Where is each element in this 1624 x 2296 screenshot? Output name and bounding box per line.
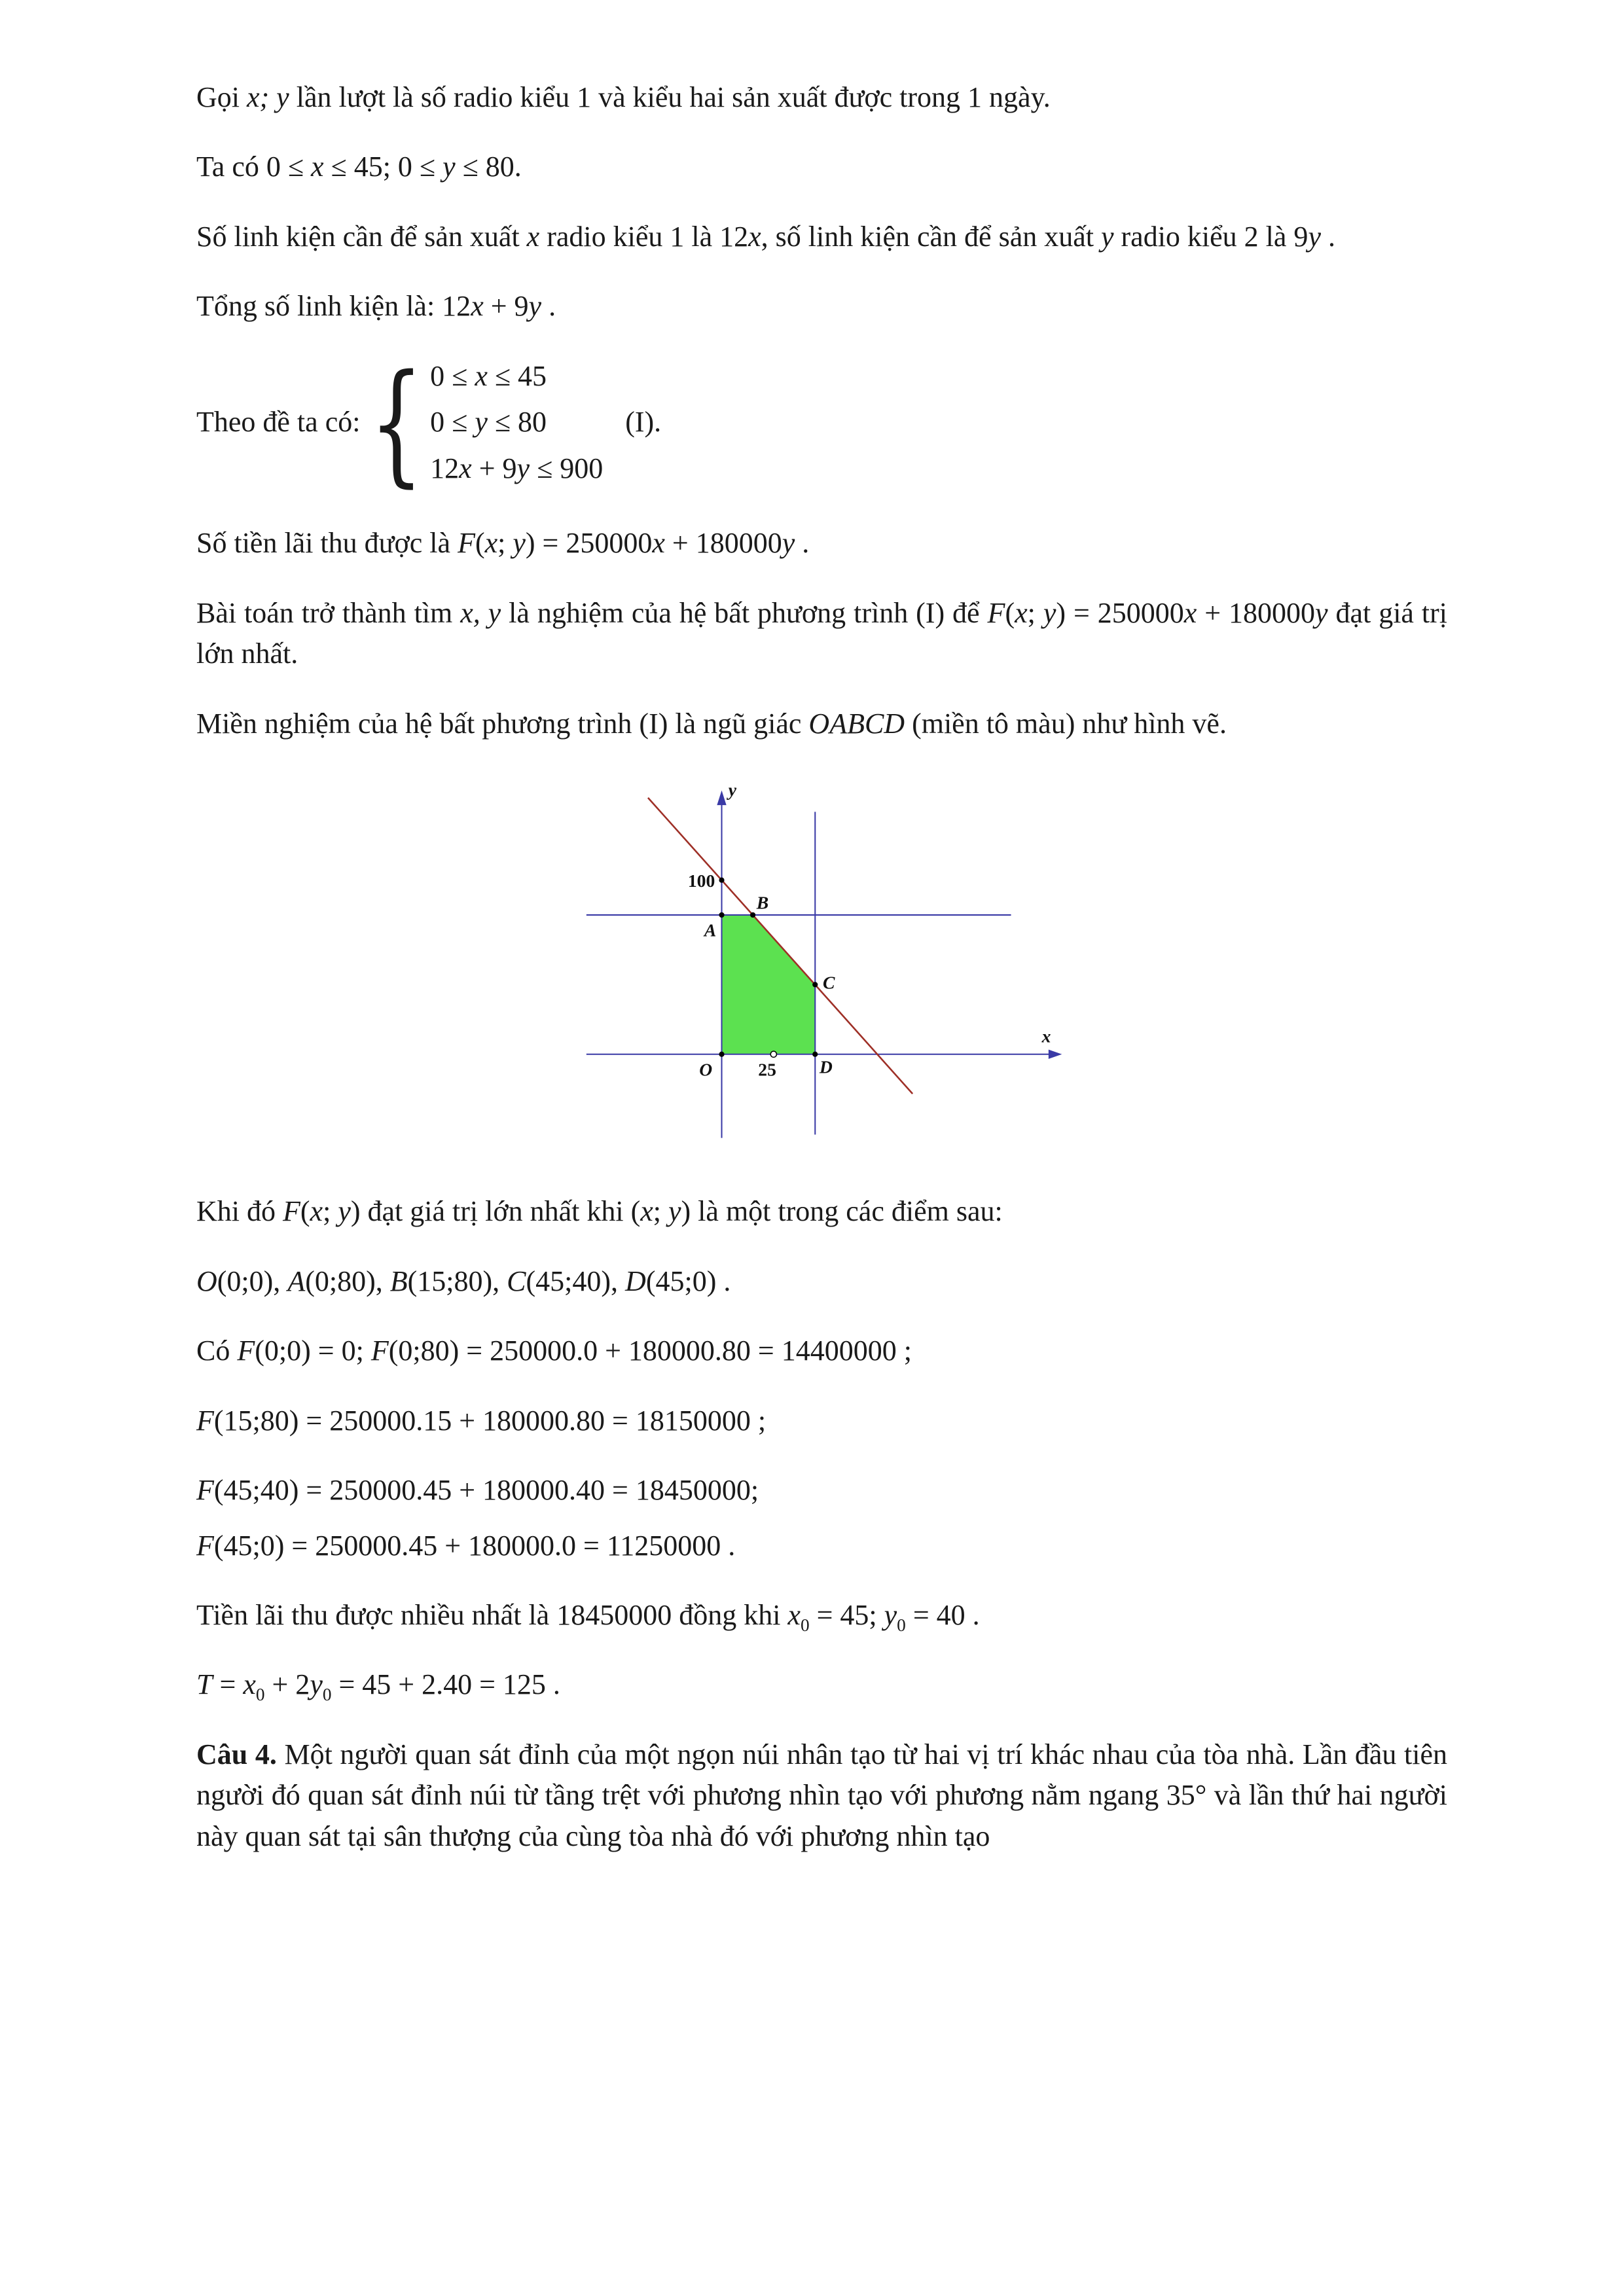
- system-label: (I).: [625, 406, 662, 439]
- system-intro: Theo đề ta có:: [196, 406, 361, 439]
- paragraph-f-values-3: F(45;40) = 250000.45 + 180000.40 = 18450000;: [196, 1474, 759, 1507]
- point-d: [812, 1052, 818, 1057]
- o-label: O: [698, 1059, 712, 1080]
- paragraph-when-max: Khi đó F(x; y) đạt giá trị lớn nhất khi (x; y) là một trong các điểm sau:: [196, 1195, 1003, 1228]
- paragraph-intro: Gọi x; y lần lượt là số radio kiểu 1 và kiểu hai sản xuất được trong 1 ngày.: [196, 81, 1051, 113]
- point-a: [719, 912, 724, 918]
- paragraph-total: Tổng số linh kiện là: 12x + 9y .: [196, 290, 556, 323]
- paragraph-cau4: Câu 4. Một người quan sát đỉnh của một ngọn núi nhân tạo từ hai vị trí khác nhau của tòa nhà. Lần đầu tiên người đó quan sát đỉnh núi từ tầng trệt với phương nhìn tạo với phương nằm ngang 35° và lần thứ hai người này quan sát tại sân thượng của cùng tòa nhà đó với phương nhìn tạo: [196, 1738, 1447, 1852]
- x-25-label: 25: [757, 1059, 776, 1080]
- paragraph-problem: Bài toán trở thành tìm x, y là nghiệm của hệ bất phương trình (I) để F(x; y) = 250000x + 180000y đạt giá trị lớn nhất.: [196, 596, 1448, 670]
- feasible-region-figure: [547, 773, 1097, 1148]
- d-label: D: [819, 1056, 833, 1077]
- document-page: [196, 77, 1447, 1857]
- point-x-25: [770, 1051, 776, 1057]
- paragraph-f-values-2: F(15;80) = 250000.15 + 180000.80 = 18150000 ;: [196, 1404, 767, 1437]
- c-label: C: [822, 972, 835, 993]
- paragraph-f-values-4: F(45;0) = 250000.45 + 180000.0 = 11250000 .: [196, 1529, 736, 1562]
- y-axis-label: y: [728, 779, 736, 800]
- feasible-region-polygon: [721, 915, 815, 1054]
- x-axis-arrow-icon: [1048, 1050, 1061, 1059]
- left-brace: {: [369, 345, 424, 500]
- point-o: [719, 1052, 724, 1057]
- y-axis-arrow-icon: [717, 791, 726, 806]
- figure-container: [196, 773, 1447, 1148]
- point-c: [812, 982, 818, 987]
- point-y-100: [719, 878, 724, 883]
- b-label: B: [756, 892, 768, 913]
- system-lines: [430, 356, 603, 489]
- paragraph-conclusion: Tiền lãi thu được nhiều nhất là 18450000 đồng khi $x_0 = 45$; $y_0 = 40$ .: [196, 1598, 980, 1635]
- x-axis-label: x: [1041, 1026, 1051, 1047]
- a-label: A: [704, 920, 716, 941]
- paragraph-t-result: $T = x_0 + 2y_0 = 45 + 2.40 = 125$ .: [196, 1668, 560, 1705]
- paragraph-components: Số linh kiện cần để sản xuất x radio kiểu 1 là 12x, số linh kiện cần để sản xuất y radio kiểu 2 là 9y .: [196, 220, 1335, 253]
- paragraph-profit: Số tiền lãi thu được là F(x; y) = 250000x + 180000y .: [196, 527, 810, 560]
- paragraph-domain: Ta có 0 ≤ x ≤ 45; 0 ≤ y ≤ 80.: [196, 151, 522, 183]
- system-line-2: 0 ≤ y ≤ 80: [430, 406, 547, 439]
- paragraph-f-values-1: Có F(0;0) = 0; F(0;80) = 250000.0 + 180000.80 = 14400000 ;: [196, 1335, 912, 1367]
- system-line-1: 0 ≤ x ≤ 45: [430, 359, 547, 392]
- paragraph-points: O(0;0), A(0;80), B(15;80), C(45;40), D(45;0) .: [196, 1265, 731, 1297]
- paragraph-region: Miền nghiệm của hệ bất phương trình (I) là ngũ giác OABCD (miền tô màu) như hình vẽ.: [196, 707, 1227, 740]
- system-line-3: 12x + 9y ≤ 900: [430, 452, 604, 484]
- y-100-label: 100: [687, 870, 715, 891]
- inequality-system: [196, 345, 1447, 500]
- point-b: [750, 912, 755, 918]
